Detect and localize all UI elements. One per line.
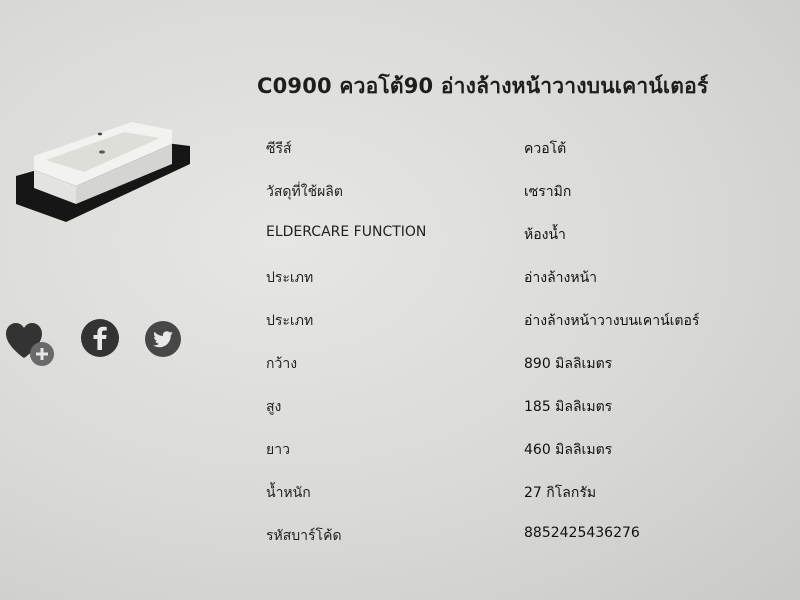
spec-row [250,388,770,431]
spec-label: กว้าง [266,356,298,372]
spec-value: 8852425436276 [524,525,640,541]
spec-value: 890 มิลลิเมตร [524,356,613,372]
heart-plus-icon[interactable] [2,314,56,368]
spec-value: 460 มิลลิเมตร [524,442,613,458]
spec-row [250,216,770,259]
spec-row [250,259,770,302]
product-image [14,118,192,228]
spec-label: สูง [266,399,282,415]
spec-label: รหัสบาร์โค้ด [266,528,342,544]
spec-label: ยาว [266,442,290,458]
spec-value: 185 มิลลิเมตร [524,399,613,415]
spec-value: อ่างล้างหน้า [524,270,598,286]
spec-row [250,173,770,216]
spec-label: ซีรีส์ [266,141,292,157]
spec-value: ควอโต้ [524,141,567,157]
facebook-icon[interactable] [80,318,120,358]
spec-label: ประเภท [266,270,314,286]
spec-label: ประเภท [266,313,314,329]
product-title: C0900 ควอโต้90 อ่างล้างหน้าวางบนเคาน์เตอร์ [257,74,709,98]
twitter-icon[interactable] [144,320,182,358]
spec-label: วัสดุที่ใช้ผลิต [266,184,343,200]
spec-row [250,345,770,388]
spec-value: อ่างล้างหน้าวางบนเคาน์เตอร์ [524,313,700,329]
spec-label: น้ำหนัก [266,485,311,501]
spec-row [250,431,770,474]
spec-value: ห้องน้ำ [524,227,566,243]
spec-row [250,474,770,517]
spec-value: เซรามิก [524,184,572,200]
social-actions [0,310,200,370]
spec-value: 27 กิโลกรัม [524,485,597,501]
spec-row [250,130,770,173]
spec-row [250,517,770,560]
spec-table [250,130,770,560]
spec-label: ELDERCARE FUNCTION [266,224,427,240]
spec-row [250,302,770,345]
